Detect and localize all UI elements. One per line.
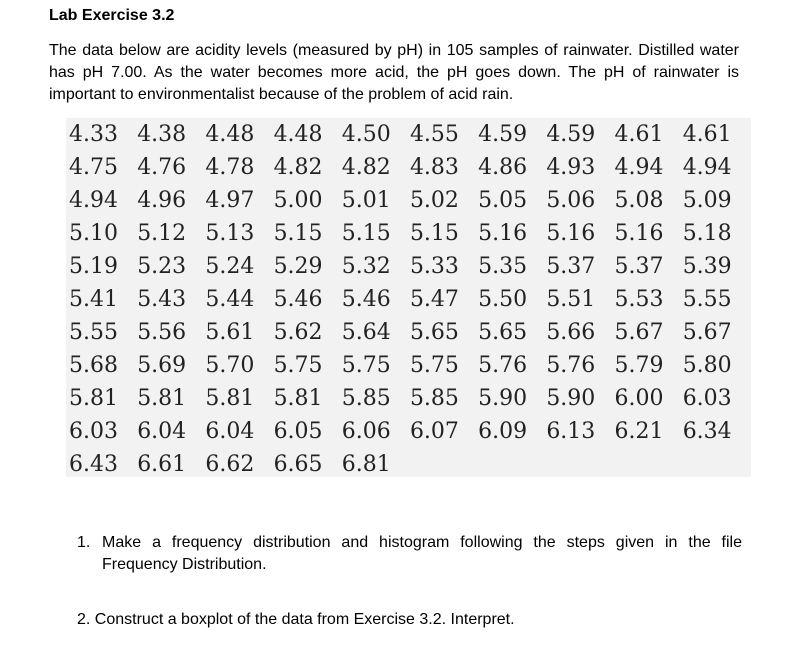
ph-value-cell: 5.65 [478,320,528,345]
ph-value-cell: 5.81 [273,386,323,411]
ph-value-cell: 4.86 [478,155,528,180]
ph-value-cell: 5.16 [546,221,596,246]
ph-value-cell: 5.47 [409,287,459,312]
ph-value-cell: 5.75 [273,353,323,378]
ph-value-cell: 4.82 [341,155,391,180]
ph-value-cell: 5.68 [69,353,118,378]
ph-value-cell: 5.79 [614,353,664,378]
ph-value-cell: 6.07 [409,419,459,444]
ph-value-cell: 4.61 [682,122,732,147]
ph-value-cell: 6.34 [682,419,732,444]
ph-value-cell: 6.21 [614,419,664,444]
ph-value-cell: 5.56 [137,320,187,345]
ph-value-cell: 4.75 [69,155,118,180]
ph-value-cell: 5.15 [341,221,391,246]
question-text: Construct a boxplot of the data from Exercise 3.2. Interpret. [94,611,515,628]
ph-value-cell: 5.76 [546,353,596,378]
ph-value-cell: 4.55 [409,122,459,147]
ph-value-cell: 5.39 [682,254,732,279]
ph-data-body [69,118,751,481]
ph-value-cell: 5.00 [273,188,323,213]
ph-value-cell: 5.01 [341,188,391,213]
ph-value-cell: 4.48 [205,122,255,147]
ph-value-cell: 5.23 [137,254,187,279]
table-row [69,349,751,382]
ph-value-cell: 5.81 [205,386,255,411]
ph-value-cell: 6.65 [273,452,323,477]
ph-value-cell: 4.78 [205,155,255,180]
ph-value-cell: 4.38 [137,122,187,147]
ph-value-cell: 5.85 [341,386,391,411]
ph-value-cell: 6.13 [546,419,596,444]
table-row [69,250,751,283]
ph-value-cell: 6.61 [137,452,187,477]
ph-value-cell: 4.59 [546,122,596,147]
table-row [69,217,751,250]
ph-value-cell: 5.65 [409,320,459,345]
ph-value-cell: 4.61 [614,122,664,147]
ph-value-cell: 4.82 [273,155,323,180]
ph-value-cell: 5.85 [409,386,459,411]
ph-value-cell: 5.12 [137,221,187,246]
ph-value-cell: 6.03 [69,419,118,444]
ph-value-cell: 5.16 [614,221,664,246]
ph-value-cell: 6.04 [137,419,187,444]
ph-value-cell: 4.96 [137,188,187,213]
table-row [69,415,751,448]
exercise-title: Lab Exercise 3.2 [49,7,175,24]
table-row [69,283,751,316]
ph-value-cell: 5.02 [409,188,459,213]
ph-value-cell: 5.61 [205,320,255,345]
ph-value-cell: 5.35 [478,254,528,279]
ph-value-cell: 5.75 [341,353,391,378]
question-text: Make a frequency distribution and histogram following the steps given in the file Frequency Distribution. [102,534,742,573]
question-1 [77,532,742,576]
ph-value-cell: 5.32 [341,254,391,279]
ph-value-cell: 4.33 [69,122,118,147]
ph-value-cell: 5.69 [137,353,187,378]
ph-value-cell: 5.64 [341,320,391,345]
ph-value-cell: 5.90 [546,386,596,411]
ph-value-cell: 5.29 [273,254,323,279]
ph-value-cell: 5.67 [614,320,664,345]
ph-value-cell: 5.43 [137,287,187,312]
ph-value-cell: 6.03 [682,386,732,411]
ph-value-cell: 5.08 [614,188,664,213]
ph-value-cell: 4.83 [409,155,459,180]
ph-value-cell: 5.33 [409,254,459,279]
table-row [69,184,751,217]
ph-value-cell: 6.00 [614,386,664,411]
ph-value-cell: 6.05 [273,419,323,444]
ph-value-cell: 5.76 [478,353,528,378]
ph-value-cell: 5.51 [546,287,596,312]
ph-value-cell: 5.19 [69,254,118,279]
ph-value-cell: 5.70 [205,353,255,378]
ph-value-cell: 4.76 [137,155,187,180]
ph-value-cell: 5.81 [69,386,118,411]
ph-value-cell: 5.50 [478,287,528,312]
ph-value-cell: 5.67 [682,320,732,345]
ph-value-cell: 5.15 [409,221,459,246]
ph-value-cell: 6.06 [341,419,391,444]
ph-value-cell: 5.37 [614,254,664,279]
question-2 [77,609,515,631]
ph-value-cell: 5.16 [478,221,528,246]
ph-value-cell: 5.80 [682,353,732,378]
ph-value-cell: 5.37 [546,254,596,279]
ph-value-cell: 4.48 [273,122,323,147]
ph-value-cell: 5.09 [682,188,732,213]
ph-value-cell: 4.50 [341,122,391,147]
ph-data-panel [66,118,751,477]
ph-value-cell: 4.93 [546,155,596,180]
ph-value-cell: 5.62 [273,320,323,345]
ph-value-cell: 5.81 [137,386,187,411]
ph-value-cell: 5.24 [205,254,255,279]
table-row [69,448,751,481]
ph-value-cell: 5.10 [69,221,118,246]
ph-value-cell: 5.05 [478,188,528,213]
ph-value-cell: 6.43 [69,452,118,477]
ph-value-cell: 5.44 [205,287,255,312]
ph-value-cell: 5.13 [205,221,255,246]
ph-value-cell: 5.66 [546,320,596,345]
ph-value-cell: 6.62 [205,452,255,477]
table-row [69,316,751,349]
ph-value-cell: 4.94 [69,188,118,213]
ph-value-cell: 5.55 [682,287,732,312]
table-row [69,118,751,151]
question-number: 2. [77,611,91,628]
question-number: 1. [77,534,91,551]
ph-value-cell: 4.94 [614,155,664,180]
ph-data-table [69,118,751,481]
ph-value-cell: 5.06 [546,188,596,213]
ph-value-cell: 4.59 [478,122,528,147]
ph-value-cell: 6.09 [478,419,528,444]
table-row [69,382,751,415]
ph-value-cell: 5.18 [682,221,732,246]
ph-value-cell: 5.53 [614,287,664,312]
ph-value-cell: 4.97 [205,188,255,213]
ph-value-cell: 5.15 [273,221,323,246]
ph-value-cell: 5.90 [478,386,528,411]
ph-value-cell: 5.75 [409,353,459,378]
ph-value-cell: 6.81 [341,452,391,477]
ph-value-cell: 6.04 [205,419,255,444]
ph-value-cell: 5.55 [69,320,118,345]
ph-value-cell: 5.46 [341,287,391,312]
ph-value-cell: 5.41 [69,287,118,312]
ph-value-cell: 4.94 [682,155,732,180]
ph-value-cell: 5.46 [273,287,323,312]
table-row [69,151,751,184]
intro-paragraph: The data below are acidity levels (measured by pH) in 105 samples of rainwater. Distilled water has pH 7.00. As the water becomes more acid, the pH goes down. The pH of rainwater is important to environmentalist because of the problem of acid rain. [49,42,739,103]
